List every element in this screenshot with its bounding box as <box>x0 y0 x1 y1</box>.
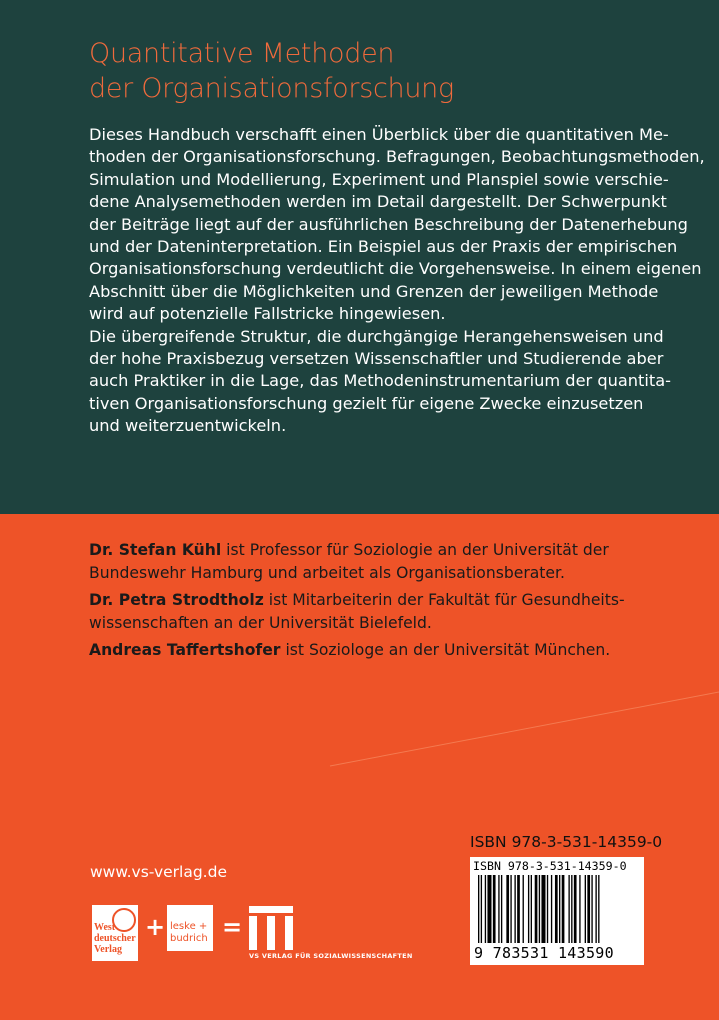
barcode-bar <box>562 875 565 943</box>
barcode-bar <box>547 875 548 943</box>
author-name: Dr. Petra Strodtholz <box>89 591 264 609</box>
author-text: wissenschaften an der Universität Bielefeld. <box>89 613 432 632</box>
barcode-bar <box>498 875 499 943</box>
description-line: wird auf potenzielle Fallstricke hingewiesen. <box>89 304 446 324</box>
description-line: und weiterzuentwickeln. <box>89 416 287 436</box>
westdeutscher-verlag-logo <box>92 905 138 961</box>
publisher-website[interactable]: www.vs-verlag.de <box>90 863 227 881</box>
title-line: der Organisationsforschung <box>89 73 454 104</box>
author-text: ist Mitarbeiterin der Fakultät für Gesundheits- <box>263 591 625 609</box>
barcode-bar <box>510 875 511 943</box>
author-text: ist Soziologe an der Universität München. <box>280 641 611 659</box>
author-name: Dr. Stefan Kühl <box>89 541 222 559</box>
author-bio <box>89 639 610 662</box>
barcode-bar <box>523 875 524 943</box>
barcode-bar <box>478 875 479 943</box>
book-title <box>89 36 649 106</box>
barcode-bar <box>591 875 592 943</box>
description-line: tiven Organisationsforschung gezielt für eigene Zwecke einzusetzen <box>89 393 644 413</box>
barcode-bar <box>535 875 538 943</box>
description-line: Abschnitt über die Möglichkeiten und Grenzen der jeweiligen Methode <box>89 281 659 301</box>
barcode-bar <box>531 875 532 943</box>
description-line: Dieses Handbuch verschafft einen Überblick über die quantitativen Me- <box>89 125 669 144</box>
barcode-bar <box>517 875 520 943</box>
barcode-bar <box>571 875 572 943</box>
author-text: Bundeswehr Hamburg und arbeitet als Organisationsberater. <box>89 563 565 582</box>
barcode-bar <box>541 875 545 943</box>
barcode-bar <box>501 875 502 943</box>
logo-text: West <box>94 922 116 933</box>
description-line: thoden der Organisationsforschung. Befragungen, Beobachtungsmethoden, <box>89 147 705 167</box>
description-line: Die übergreifende Struktur, die durchgängige Herangehensweisen und <box>89 326 664 346</box>
logo-text: Verlag <box>94 944 122 955</box>
barcode-number: 9 783531 143590 <box>474 944 614 962</box>
barcode-bar <box>595 875 596 943</box>
logo-text: leske + <box>170 921 208 932</box>
author-text: ist Professor für Soziologie an der Universität der <box>221 541 609 559</box>
barcode-bar <box>506 875 509 943</box>
book-description <box>89 124 705 438</box>
description-line: der hohe Praxisbezug versetzen Wissenschaftler und Studierende aber <box>89 349 664 369</box>
vs-verlag-label: VS VERLAG FÜR SOZIALWISSENSCHAFTEN <box>249 952 413 960</box>
logo-text: budrich <box>170 933 208 944</box>
ww-circle-icon <box>112 908 136 932</box>
plus-sign: + <box>145 913 166 941</box>
barcode-bars <box>476 875 638 945</box>
equals-sign: = <box>222 913 243 941</box>
description-line: Simulation und Modellierung, Experiment und Planspiel sowie verschie- <box>89 169 669 189</box>
leske-budrich-logo <box>167 905 213 951</box>
description-line: Organisationsforschung verdeutlicht die Vorgehensweise. In einem eigenen <box>89 259 702 279</box>
barcode-bar <box>481 875 482 943</box>
barcode-bar <box>574 875 577 943</box>
description-line: dene Analysemethoden werden im Detail dargestellt. Der Schwerpunkt <box>89 192 667 212</box>
barcode-bar <box>559 875 560 943</box>
title-line: Quantitative Methoden <box>89 38 395 69</box>
barcode-bar <box>493 875 496 943</box>
barcode-bar <box>528 875 529 943</box>
author-bio <box>89 539 609 584</box>
barcode-isbn-text: ISBN 978-3-531-14359-0 <box>473 859 627 873</box>
barcode-bar <box>585 875 586 943</box>
description-line: auch Praktiker in die Lage, das Methodeninstrumentarium der quantita- <box>89 371 671 391</box>
barcode-bar <box>598 875 599 943</box>
barcode-bar <box>551 875 552 943</box>
description-line: der Beiträge liegt auf der ausführlichen Beschreibung der Datenerhebung <box>89 214 688 234</box>
logo-text: deutscher <box>94 933 136 944</box>
isbn-label: ISBN 978-3-531-14359-0 <box>470 833 663 851</box>
barcode-bar <box>587 875 590 943</box>
author-bio <box>89 589 625 634</box>
barcode-bar <box>555 875 558 943</box>
description-line: und der Dateninterpretation. Ein Beispiel aus der Praxis der empirischen <box>89 237 678 257</box>
barcode-bar <box>487 875 491 943</box>
barcode-bar <box>568 875 569 943</box>
barcode-bar <box>485 875 486 943</box>
barcode-bar <box>514 875 515 943</box>
barcode-bar <box>579 875 580 943</box>
barcode-bar <box>539 875 540 943</box>
barcode <box>470 857 644 965</box>
author-name: Andreas Taffertshofer <box>89 641 281 659</box>
